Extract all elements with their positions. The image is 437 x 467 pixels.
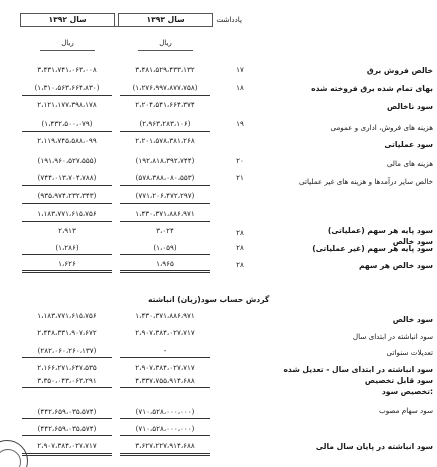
- value-1393: (۷۷۱،۲۰۶،۴۷۲،۲۹۷): [135, 191, 195, 200]
- rule-1393: [120, 418, 210, 419]
- row-label: هزینه های مالی: [386, 159, 433, 168]
- note-number: ۲۸: [236, 243, 244, 252]
- row-label: بهای تمام شده برق فروخته شده: [311, 84, 433, 93]
- double-rule-1392: [22, 272, 112, 273]
- value-1392: (۴۴۲،۶۵۹،۰۳۵،۵۷۴): [37, 407, 97, 416]
- note-number: ۲۰: [236, 156, 244, 165]
- value-1393: ۳،۰۲۴: [156, 226, 174, 235]
- rule-1392: [22, 221, 112, 222]
- note-number: ۲۸: [236, 260, 244, 269]
- value-1392: ۲،۱۶۶،۲۷۱،۶۴۷،۵۳۵: [37, 363, 97, 372]
- rule-1393: [120, 131, 210, 132]
- value-1393: ۴،۳۳۷،۷۵۵،۹۱۴،۶۸۸: [135, 376, 195, 385]
- rule-1393: [120, 221, 210, 222]
- rule-1393: [120, 95, 210, 96]
- value-1393: (۷۱۰،۵۲۸،۰۰۰،۰۰۰): [135, 424, 195, 433]
- row-label: سود ناخالص: [386, 102, 433, 111]
- value-1392: ۲،۹۰۷،۳۸۴،۰۲۷،۷۱۷: [37, 441, 97, 450]
- unit-underline-1392: [40, 50, 95, 51]
- retained-earnings-title: گردش حساب سود(زیان) انباشته: [148, 295, 270, 304]
- value-1392: ۲،۴۴۸،۳۳۱،۹۰۷،۶۷۲: [37, 328, 97, 337]
- value-1393: ۱،۴۳۰،۳۷۱،۸۸۶،۹۷۱: [135, 311, 195, 320]
- value-1392: ۱،۱۸۳،۷۷۱،۶۱۵،۷۵۶: [37, 209, 97, 218]
- rule-1392: [22, 95, 112, 96]
- row-label: سود خالص: [392, 237, 433, 246]
- note-number: ۱۸: [236, 83, 244, 92]
- value-1393: ۳،۶۲۷،۲۲۷،۹۱۴،۶۸۸: [135, 441, 195, 450]
- value-1393: (۵۷۸،۳۸۸،۰۸۰،۵۵۳): [135, 173, 195, 182]
- double-rule-1393: [120, 270, 210, 271]
- note-number: ۲۱: [236, 173, 244, 182]
- value-1393: (۱،۰۵۹): [153, 243, 177, 252]
- rule-1392: [22, 185, 112, 186]
- row-label: هزینه های فروش، اداری و عمومی: [330, 123, 433, 132]
- double-rule-1392: [22, 455, 112, 456]
- unit-underline-1393: [138, 50, 193, 51]
- row-label: سود انباشته در ابتدای سال - تعدیل شده: [283, 365, 433, 374]
- row-label: سود انباشته در ابتدای سال: [352, 332, 433, 341]
- value-1393: ۱،۹۶۵: [156, 259, 174, 268]
- note-number: ۱۹: [236, 119, 244, 128]
- value-1393: (۱،۲۷۶،۹۹۷،۸۷۷،۷۵۸): [132, 83, 198, 92]
- value-1392: ۱،۶۲۶: [58, 259, 76, 268]
- row-label: سود انباشته در پایان سال مالی: [315, 442, 433, 451]
- rule-1393: [120, 387, 210, 388]
- row-label: سود قابل تخصیص: [364, 376, 433, 385]
- row-label: سود خالص: [392, 315, 433, 324]
- row-label: سود سهام مصوب: [378, 406, 433, 415]
- unit-label-1392: ریال: [61, 39, 74, 47]
- note-column-header: یادداشت: [216, 15, 242, 24]
- row-label: سود عملیاتی: [384, 140, 433, 149]
- row-label: خالص فروش برق: [366, 66, 433, 75]
- double-rule-1392: [22, 270, 112, 271]
- value-1393: (۱۹۲،۸۱۸،۳۹۲،۷۴۴): [135, 156, 195, 165]
- value-1392: (۱،۳۱۰،۵۶۳،۶۶۴،۸۳۰): [34, 83, 100, 92]
- value-1393: ۲،۲۰۴،۵۴۱،۶۶۴،۳۷۴: [135, 100, 195, 109]
- value-1392: (۱،۴۳۲،۵۰۰،۰۷۹): [41, 119, 93, 128]
- value-1393: ۳،۴۸۱،۵۲۹،۴۳۳،۱۳۲: [135, 65, 195, 74]
- double-rule-1392: [22, 453, 112, 454]
- value-1393: -: [163, 346, 167, 355]
- rule-1393: [120, 203, 210, 204]
- row-label: سود پایه هر سهم (عملیاتی): [327, 226, 433, 235]
- rule-1393: [120, 185, 210, 186]
- row-label: سود پایه هر سهم (غیر عملیاتی): [312, 244, 433, 253]
- row-label: تعدیلات سنواتی: [386, 348, 433, 357]
- double-rule-1393: [120, 455, 210, 456]
- unit-label-1393: ریال: [159, 39, 172, 47]
- value-1392: ۱،۱۸۳،۷۷۱،۶۱۵،۷۵۶: [37, 311, 97, 320]
- value-1393: ۲،۲۰۱،۵۷۸،۳۸۱،۲۶۸: [135, 136, 195, 145]
- rule-1392: [22, 435, 112, 436]
- value-1392: (۹۳۵،۹۷۴،۲۳۲،۳۴۳): [37, 191, 97, 200]
- value-1392: (۱۹۱،۹۶۰،۵۲۷،۵۵۵): [37, 156, 97, 165]
- column-header-1393: سال ۱۳۹۳: [118, 13, 213, 26]
- note-number: ۱۷: [236, 65, 244, 74]
- value-1392: ۲،۱۱۹،۷۴۵،۵۸۸،۰۹۹: [37, 136, 97, 145]
- value-1392: ۳،۴۳۱،۷۴۱،۰۶۳،۰۰۸: [37, 65, 97, 74]
- value-1393: ۲،۹۰۷،۳۸۴،۰۲۷،۷۱۷: [135, 363, 195, 372]
- value-1392: (۲۸۲،۰۶۰،۲۶۰،۱۳۷): [37, 346, 97, 355]
- rule-1392: [22, 387, 112, 388]
- rule-1392: [22, 357, 112, 358]
- rule-1393: [120, 435, 210, 436]
- value-1392: (۴۴۲،۶۵۹،۰۳۵،۵۷۴): [37, 424, 97, 433]
- row-label: تخصیص سود:: [381, 387, 433, 396]
- rule-1393: [120, 254, 210, 255]
- rule-1392: [22, 418, 112, 419]
- header-divider: [20, 26, 213, 27]
- rule-1392: [22, 254, 112, 255]
- value-1392: ۳،۳۵۰،۰۴۳،۰۶۳،۲۹۱: [37, 376, 97, 385]
- row-label: خالص سایر درآمدها و هزینه های غیر عملیاتی: [299, 177, 433, 186]
- value-1393: ۲،۹۰۷،۳۸۴،۰۲۷،۷۱۷: [135, 328, 195, 337]
- double-rule-1393: [120, 453, 210, 454]
- column-header-1392: سال ۱۳۹۲: [20, 13, 115, 26]
- value-1393: (۷۱۰،۵۲۸،۰۰۰،۰۰۰): [135, 407, 195, 416]
- value-1393: ۱،۴۳۰،۳۷۱،۸۸۶،۹۷۱: [135, 209, 195, 218]
- value-1392: (۷۴۴،۰۱۳،۷۰۴،۷۸۸): [37, 173, 97, 182]
- rule-1393: [120, 357, 210, 358]
- value-1392: ۲،۱۲۱،۱۷۷،۳۹۸،۱۷۸: [37, 100, 97, 109]
- row-label: سود خالص هر سهم: [358, 261, 433, 270]
- rule-1392: [22, 203, 112, 204]
- value-1392: ۲،۹۱۳: [58, 226, 76, 235]
- value-1393: (۲،۹۶۳،۲۸۳،۱۰۶): [139, 119, 191, 128]
- value-1392: (۱،۲۸۶): [55, 243, 79, 252]
- rule-1392: [22, 131, 112, 132]
- note-number: ۲۸: [236, 228, 244, 237]
- double-rule-1393: [120, 272, 210, 273]
